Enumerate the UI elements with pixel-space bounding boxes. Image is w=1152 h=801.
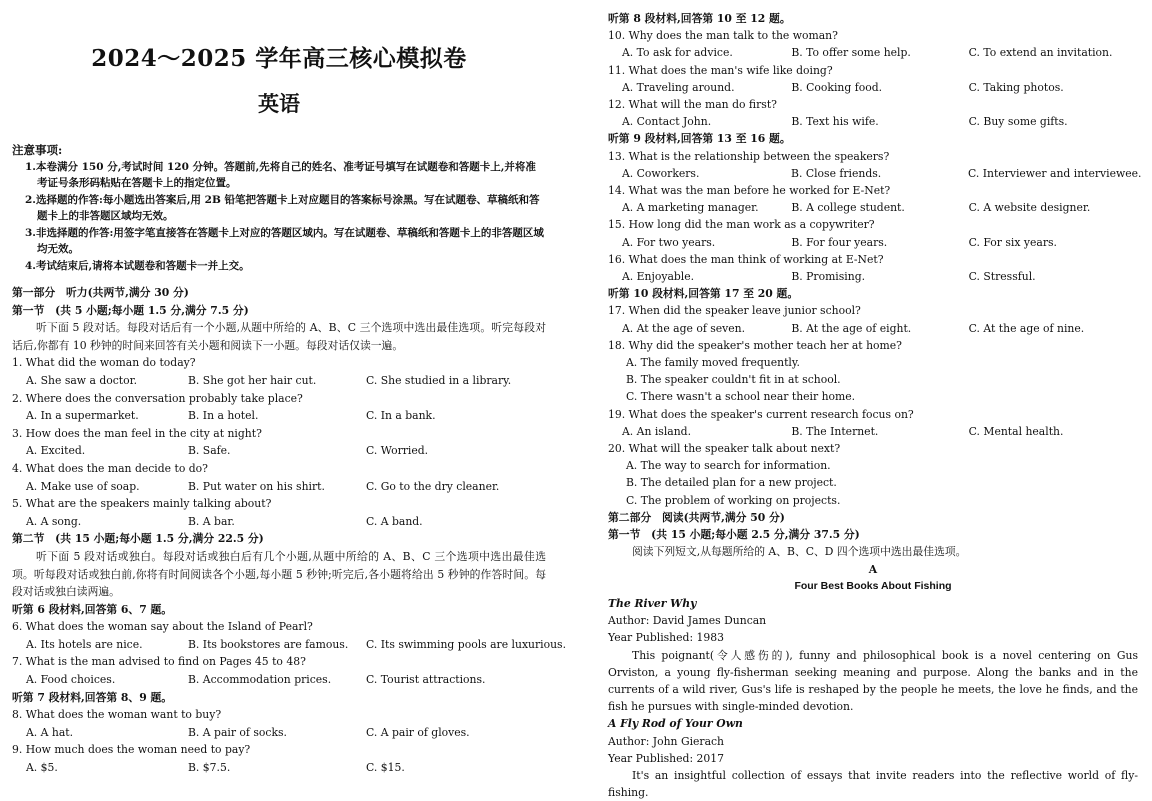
option-c: C. In a bank. [366, 409, 436, 423]
option-b: B. In a hotel. [188, 409, 259, 423]
option-c: C. Buy some gifts. [968, 115, 1068, 129]
notice-item: 2.选择题的作答:每小题选出答案后,用 2B 铅笔把答题卡上对应题目的答案标号涂黑。写在试题卷、草稿纸和答题卡上的非答题区域均无效。 [25, 193, 540, 222]
notice-item: 1.本卷满分 150 分,考试时间 120 分钟。答题前,先将自己的姓名、准考证号填写在试题卷和答题卡上,并将准考证号条形码粘贴在答题卡上的指定位置。 [25, 160, 536, 189]
option-a: A. In a supermarket. [26, 409, 139, 423]
question-stem: 17. When did the speaker leave junior school? [608, 304, 861, 318]
options-row [12, 724, 546, 742]
part2-head: 第二部分 阅读(共两节,满分 50 分) [608, 510, 785, 524]
option-b: B. The detailed plan for a new project. [626, 476, 837, 490]
question-stem: 13. What is the relationship between the speakers? [608, 149, 890, 163]
exam-title: 2024～2025 学年高三核心模拟卷 [91, 45, 467, 72]
question-stem: 16. What does the man think of working at E-Net? [608, 252, 884, 266]
question-block [608, 251, 1138, 285]
option-c: C. A band. [366, 514, 423, 528]
options-row [12, 372, 546, 390]
book-title: The River Why [608, 596, 697, 610]
question-block [608, 96, 1138, 130]
question-block [12, 460, 546, 495]
part1-sec2-instr: 听下面 5 段对话或独白。每段对话或独白后有几个小题,从题中所给的 A、B、C 三个选项中选出最佳选项。听每段对话或独白前,你将有时间阅读各个小题,每小题 5 秒钟;听完后,各小题将给出 5 秒钟的作答时间。每段对话或独白读两遍。 [12, 549, 546, 599]
part1-sec1-head: 第一节 (共 5 小题;每小题 1.5 分,满分 7.5 分) [12, 303, 249, 317]
options-row [12, 407, 546, 425]
question-block [608, 148, 1142, 182]
book-title: A Fly Rod of Your Own [608, 717, 743, 731]
question-block [608, 440, 1138, 509]
question-block [608, 337, 1138, 406]
notice-block [12, 142, 546, 274]
option-c: C. A website designer. [968, 201, 1091, 215]
option-c: C. Interviewer and interviewee. [968, 166, 1142, 180]
question-block [12, 618, 567, 653]
material-heading: 听第 6 段材料,回答第 6、7 题。 [12, 602, 173, 616]
question-stem: 3. How does the man feel in the city at night? [12, 426, 262, 440]
part1-head: 第一部分 听力(共两节,满分 30 分) [12, 286, 189, 299]
options-row [608, 165, 1142, 182]
options-row [12, 671, 546, 689]
question-block [608, 406, 1138, 440]
option-a: A. Traveling around. [622, 80, 735, 94]
option-c: C. For six years. [968, 235, 1057, 249]
question-block [12, 706, 546, 741]
passage-letter: A [868, 562, 878, 576]
option-c: C. Go to the dry cleaner. [366, 479, 500, 493]
question-stem: 20. What will the speaker talk about next? [608, 442, 841, 456]
question-stem: 6. What does the woman say about the Island of Pearl? [12, 620, 313, 634]
question-stem: 7. What is the man advised to find on Pages 45 to 48? [12, 655, 306, 669]
book-description: This poignant(令人感伤的), funny and philosophical book is a novel centering on Gus Orviston, a young fly-fisherman seeking meaning and purpose. Along the banks and in the currents of a wild river, Gus's life is reshaped by the people he meets, the love he finds, and the fish he pursues with single-minded devotion. [608, 648, 1138, 714]
question-stem: 18. Why did the speaker's mother teach her at home? [608, 338, 902, 352]
options-row [608, 234, 1138, 251]
option-a: A. Food choices. [26, 673, 116, 687]
part1-sec2-head: 第二节 (共 15 小题;每小题 1.5 分,满分 22.5 分) [12, 532, 264, 546]
options-row [12, 478, 546, 496]
option-a: A. To ask for advice. [622, 46, 733, 60]
option-b: B. Close friends. [791, 166, 882, 180]
part2-instr: 阅读下列短文,从每题所给的 A、B、C、D 四个选项中选出最佳选项。 [632, 545, 967, 559]
option-c: C. Mental health. [968, 424, 1064, 438]
option-b: B. For four years. [791, 235, 888, 249]
option-a: A. Make use of soap. [26, 479, 140, 493]
question-stem: 5. What are the speakers mainly talking about? [12, 497, 272, 511]
material-heading: 听第 8 段材料,回答第 10 至 12 题。 [608, 12, 791, 25]
option-a: A. The way to search for information. [626, 459, 831, 473]
option-b: B. Its bookstores are famous. [188, 637, 349, 651]
option-c: C. There wasn't a school near their home. [626, 390, 856, 404]
option-c: C. Taking photos. [968, 80, 1064, 94]
option-c: C. Stressful. [968, 270, 1036, 284]
question-stem: 9. How much does the woman need to pay? [12, 743, 251, 757]
question-stem: 14. What was the man before he worked for E-Net? [608, 184, 891, 198]
question-block [12, 495, 546, 530]
right-column [608, 0, 1142, 800]
question-stem: 12. What will the man do first? [608, 98, 777, 112]
option-c: C. At the age of nine. [968, 321, 1085, 335]
options-row [12, 759, 546, 777]
option-b: B. Text his wife. [791, 115, 879, 129]
option-b: B. A bar. [188, 514, 235, 528]
option-a: A. $5. [26, 761, 58, 775]
option-b: B. At the age of eight. [791, 321, 912, 335]
option-c: C. Its swimming pools are luxurious. [366, 637, 567, 651]
notice-item: 4.考试结束后,请将本试题卷和答题卡一并上交。 [25, 259, 250, 272]
exam-subject: 英语 [258, 91, 300, 116]
option-c: C. She studied in a library. [366, 373, 512, 387]
options-row [608, 199, 1138, 216]
option-a: A. A marketing manager. [622, 201, 759, 215]
question-block [12, 425, 546, 460]
question-block [608, 62, 1138, 96]
option-b: B. $7.5. [188, 761, 231, 775]
question-stem: 15. How long did the man work as a copywriter? [608, 218, 875, 232]
option-c: C. The problem of working on projects. [626, 493, 841, 507]
options-row [12, 513, 546, 531]
question-stem: 1. What did the woman do today? [12, 356, 196, 370]
option-b: B. She got her hair cut. [188, 373, 317, 387]
material-heading: 听第 9 段材料,回答第 13 至 16 题。 [608, 132, 791, 146]
options-row [608, 113, 1138, 130]
option-a: A. Its hotels are nice. [26, 637, 143, 651]
question-block [12, 354, 546, 389]
book-year: Year Published: 2017 [608, 751, 724, 765]
option-c: C. A pair of gloves. [366, 725, 470, 739]
options-row [608, 268, 1138, 285]
option-a: A. A song. [26, 514, 82, 528]
options-row [608, 79, 1138, 96]
option-a: A. A hat. [26, 725, 74, 739]
option-c: C. To extend an invitation. [968, 46, 1113, 60]
option-a: A. Coworkers. [622, 166, 700, 180]
option-a: A. An island. [622, 424, 692, 438]
part2-sec1-head: 第一节 (共 15 小题;每小题 2.5 分,满分 37.5 分) [608, 528, 860, 542]
passage-title: Four Best Books About Fishing [794, 579, 952, 592]
question-stem: 8. What does the woman want to buy? [12, 708, 222, 722]
option-c: C. Tourist attractions. [366, 673, 486, 687]
option-b: B. Cooking food. [791, 80, 883, 94]
material-heading: 听第 7 段材料,回答第 8、9 题。 [12, 690, 173, 704]
option-a: A. Excited. [26, 444, 86, 458]
question-block [608, 182, 1138, 216]
right-flow [608, 10, 1142, 801]
option-c: C. Worried. [366, 444, 429, 458]
option-b: B. Put water on his shirt. [188, 479, 325, 493]
book-year: Year Published: 1983 [608, 631, 724, 645]
options-row [608, 423, 1138, 440]
book-author: Author: David James Duncan [608, 614, 767, 628]
option-b: B. To offer some help. [791, 46, 911, 60]
option-b: B. Safe. [188, 444, 231, 458]
question-block [608, 216, 1138, 250]
option-a: A. For two years. [622, 235, 716, 249]
listening-section [12, 284, 567, 777]
options-row [12, 636, 567, 654]
options-row [12, 442, 546, 460]
option-b: B. A pair of socks. [188, 725, 287, 739]
option-b: B. Promising. [791, 270, 866, 284]
question-block [608, 27, 1138, 61]
option-b: B. A college student. [791, 201, 905, 215]
question-block [12, 741, 546, 776]
option-b: B. The speaker couldn't fit in at school. [626, 373, 841, 387]
book-description: It's an insightful collection of essays that invite readers into the reflective world of fly-fishing. [608, 768, 1138, 800]
left-column [12, 0, 567, 800]
option-b: B. The Internet. [791, 424, 879, 438]
option-c: C. $15. [366, 761, 405, 775]
option-b: B. Accommodation prices. [188, 673, 332, 687]
question-stem: 19. What does the speaker's current research focus on? [608, 407, 914, 421]
part1-sec1-instr: 听下面 5 段对话。每段对话后有一个小题,从题中所给的 A、B、C 三个选项中选出最佳选项。听完每段对话后,你都有 10 秒钟的时间来回答有关小题和阅读下一小题。每段对话仅读一遍。 [12, 321, 546, 352]
notice-item: 3.非选择题的作答:用签字笔直接答在答题卡上对应的答题区域内。写在试题卷、草稿纸和答题卡上的非答题区域均无效。 [25, 226, 544, 255]
question-stem: 11. What does the man's wife like doing? [608, 63, 833, 77]
option-a: A. The family moved frequently. [626, 356, 800, 370]
option-a: A. Contact John. [622, 115, 712, 129]
question-stem: 10. Why does the man talk to the woman? [608, 29, 838, 43]
question-block [608, 302, 1138, 336]
question-block [12, 653, 546, 688]
question-stem: 2. Where does the conversation probably take place? [12, 391, 303, 405]
option-a: A. She saw a doctor. [26, 373, 138, 387]
question-block [12, 390, 546, 425]
option-a: A. Enjoyable. [622, 270, 695, 284]
options-row [608, 44, 1138, 61]
notice-head: 注意事项: [12, 143, 63, 157]
options-row [608, 320, 1138, 337]
book-author: Author: John Gierach [608, 734, 725, 748]
question-stem: 4. What does the man decide to do? [12, 461, 208, 475]
option-a: A. At the age of seven. [622, 321, 746, 335]
material-heading: 听第 10 段材料,回答第 17 至 20 题。 [608, 287, 799, 301]
